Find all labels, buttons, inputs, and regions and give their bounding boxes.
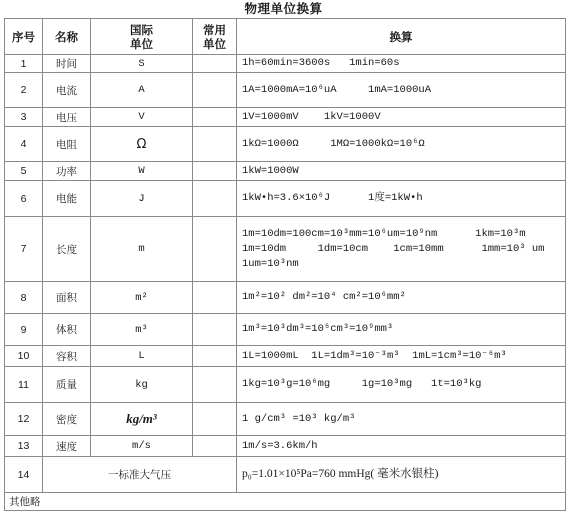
- table-row: [5, 282, 566, 314]
- header-intl-unit: [91, 19, 193, 55]
- cell-conversion: [237, 367, 566, 403]
- cell-common-unit: [193, 282, 237, 314]
- header-conversion: 换算: [237, 19, 566, 55]
- cell-unit: Ω: [91, 127, 193, 162]
- cell-common-unit: [193, 314, 237, 346]
- table-row: [5, 108, 566, 127]
- conversion-line: 1V=1000mV 1kV=1000V: [242, 110, 381, 123]
- cell-unit: m/s: [91, 436, 193, 457]
- conversion-line: 1A=1000mA=10⁶uA 1mA=1000uA: [242, 83, 432, 96]
- cell-common-unit: [193, 127, 237, 162]
- cell-unit: kg: [91, 367, 193, 403]
- cell-seq: 4: [5, 127, 43, 162]
- footer-row: [5, 493, 566, 511]
- cell-conversion: [237, 314, 566, 346]
- cell-conversion: [237, 108, 566, 127]
- page-title: 物理单位换算: [244, 1, 323, 16]
- conversion-line: 1um=10³nm: [242, 257, 299, 270]
- cell-seq: 11: [5, 367, 43, 403]
- cell-name-merged: 一标准大气压: [43, 457, 237, 493]
- cell-conversion: [237, 127, 566, 162]
- header-seq: 序号: [5, 19, 43, 55]
- cell-seq: 2: [5, 73, 43, 108]
- cell-unit: m: [91, 217, 193, 282]
- cell-seq: 12: [5, 403, 43, 436]
- header-common-unit-line1: 常用: [203, 22, 226, 37]
- cell-seq: 10: [5, 346, 43, 367]
- conversion-line: 1 g/cm³ =10³ kg/m³: [242, 412, 356, 425]
- cell-name: 面积: [43, 282, 91, 314]
- cell-name: 功率: [43, 162, 91, 181]
- conversion-line: p₀=1.01×10⁵Pa=760 mmHg( 毫米水银柱): [242, 468, 439, 480]
- header-common-unit: [193, 19, 237, 55]
- cell-name: 容积: [43, 346, 91, 367]
- cell-name: 速度: [43, 436, 91, 457]
- table-row: [5, 127, 566, 162]
- cell-seq: 8: [5, 282, 43, 314]
- cell-seq: 7: [5, 217, 43, 282]
- cell-conversion: [237, 346, 566, 367]
- footer-note: 其他略: [5, 493, 566, 511]
- cell-seq: 1: [5, 55, 43, 73]
- table-row: [5, 457, 566, 493]
- table-row: [5, 436, 566, 457]
- unit-conversion-table: [4, 18, 566, 511]
- table-row: [5, 181, 566, 217]
- cell-name: 电压: [43, 108, 91, 127]
- table-row: [5, 314, 566, 346]
- cell-conversion: [237, 436, 566, 457]
- conversion-line: 1m=10dm 1dm=10cm 1cm=10mm 1mm=10³ um: [242, 242, 545, 255]
- cell-common-unit: [193, 217, 237, 282]
- cell-common-unit: [193, 181, 237, 217]
- cell-seq: 3: [5, 108, 43, 127]
- cell-seq: 5: [5, 162, 43, 181]
- cell-conversion: [237, 403, 566, 436]
- cell-common-unit: [193, 55, 237, 73]
- cell-conversion: [237, 181, 566, 217]
- header-common-unit-line2: 单位: [203, 36, 226, 51]
- cell-seq: 13: [5, 436, 43, 457]
- conversion-line: 1m³=10³dm³=10⁶cm³=10⁹mm³: [242, 323, 394, 335]
- table-row: [5, 346, 566, 367]
- table-row: [5, 217, 566, 282]
- conversion-line: 1kΩ=1000Ω 1MΩ=1000kΩ=10⁶Ω: [242, 137, 425, 150]
- conversion-line: 1L=1000mL 1L=1dm³=10⁻³m³ 1mL=1cm³=10⁻⁶m³: [242, 349, 507, 362]
- conversion-line: 1kW•h=3.6×10⁶J 1度=1kW•h: [242, 192, 423, 204]
- cell-seq: 14: [5, 457, 43, 493]
- cell-common-unit: [193, 73, 237, 108]
- cell-unit: m³: [91, 314, 193, 346]
- cell-unit: m²: [91, 282, 193, 314]
- header-row: [5, 19, 566, 55]
- conversion-line: 1m=10dm=100cm=10³mm=10⁶um=10⁹nm 1km=10³m: [242, 227, 526, 240]
- cell-unit: A: [91, 73, 193, 108]
- cell-name: 长度: [43, 217, 91, 282]
- conversion-line: 1m/s=3.6km/h: [242, 439, 318, 452]
- cell-name: 密度: [43, 403, 91, 436]
- cell-seq: 9: [5, 314, 43, 346]
- cell-unit: W: [91, 162, 193, 181]
- cell-conversion: [237, 457, 566, 493]
- cell-name: 质量: [43, 367, 91, 403]
- cell-unit: L: [91, 346, 193, 367]
- cell-unit: S: [91, 55, 193, 73]
- conversion-line: 1m²=10² dm²=10⁴ cm²=10⁶mm²: [242, 291, 406, 303]
- cell-seq: 6: [5, 181, 43, 217]
- cell-name: 体积: [43, 314, 91, 346]
- conversion-line: 1kW=1000W: [242, 164, 299, 177]
- header-intl-unit-line1: 国际: [130, 22, 153, 37]
- table-row: [5, 367, 566, 403]
- cell-common-unit: [193, 436, 237, 457]
- conversion-line: 1kg=10³g=10⁶mg 1g=10³mg 1t=10³kg: [242, 378, 482, 390]
- table-row: [5, 73, 566, 108]
- table-row: [5, 403, 566, 436]
- cell-conversion: [237, 55, 566, 73]
- cell-common-unit: [193, 162, 237, 181]
- table-row: [5, 55, 566, 73]
- header-intl-unit-line2: 单位: [130, 36, 153, 51]
- cell-conversion: [237, 162, 566, 181]
- cell-unit: kg/m³: [91, 403, 193, 436]
- cell-common-unit: [193, 367, 237, 403]
- table-row: [5, 162, 566, 181]
- cell-conversion: [237, 217, 566, 282]
- cell-name: 电流: [43, 73, 91, 108]
- cell-name: 时间: [43, 55, 91, 73]
- cell-conversion: [237, 282, 566, 314]
- cell-common-unit: [193, 403, 237, 436]
- cell-common-unit: [193, 346, 237, 367]
- cell-name: 电阻: [43, 127, 91, 162]
- cell-name: 电能: [43, 181, 91, 217]
- cell-conversion: [237, 73, 566, 108]
- cell-common-unit: [193, 108, 237, 127]
- conversion-line: 1h=60min=3600s 1min=60s: [242, 57, 400, 69]
- header-name: 名称: [43, 19, 91, 55]
- cell-unit: V: [91, 108, 193, 127]
- cell-unit: J: [91, 181, 193, 217]
